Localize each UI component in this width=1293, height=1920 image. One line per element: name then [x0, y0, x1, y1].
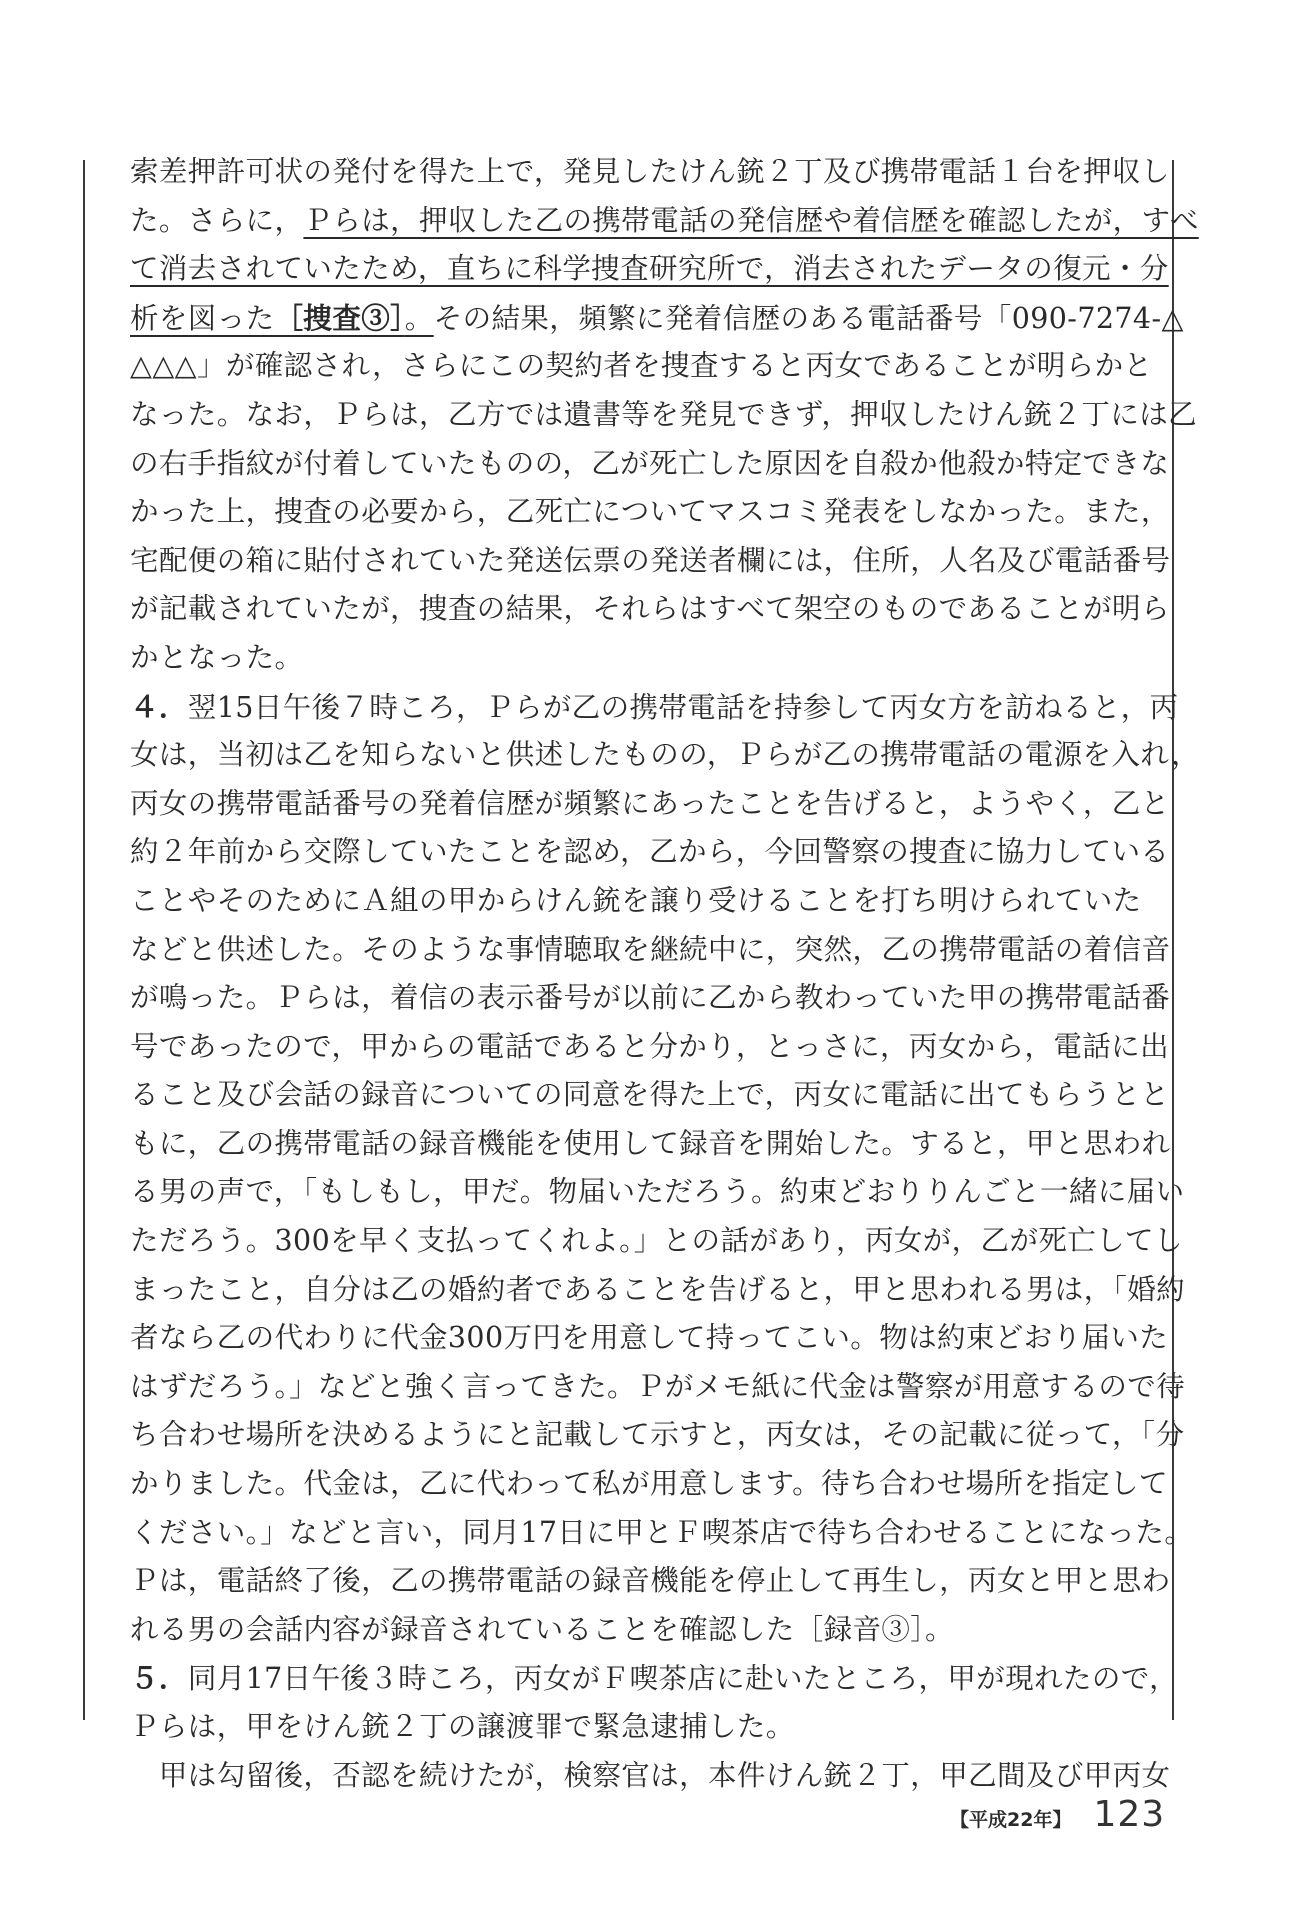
- text-line: [130, 1314, 1169, 1363]
- text-line: [130, 1363, 1186, 1412]
- text-line: [130, 1654, 1179, 1703]
- text-segment: Ｐは，電話終了後，乙の携帯電話の録音機能を停止して再生し，丙女と甲と思わ: [130, 1564, 1171, 1598]
- era-label: 【平成22年】: [950, 1809, 1072, 1831]
- text-line: [130, 1023, 1169, 1072]
- right-margin-rule: [1172, 160, 1174, 1720]
- text-segment: ことやそのためにＡ組の甲からけん銃を譲り受けることを打ち明けられていた: [130, 883, 1142, 917]
- text-segment: ただろう。300を早く支払ってくれよ。」との話があり，丙女が，乙が死亡してし: [130, 1224, 1183, 1258]
- text-segment: Ｐらは，押収した乙の携帯電話の発信歴や着信歴を確認したが，すべ: [303, 203, 1199, 237]
- page-footer: [950, 1794, 1165, 1844]
- text-segment: ４．: [130, 689, 188, 724]
- text-line: [130, 537, 1171, 586]
- text-segment: る男の声で，「もしもし，甲だ。物届いただろう。約束どおりりんごと一緒に届い: [130, 1175, 1185, 1209]
- text-segment: た。さらに，: [130, 203, 304, 237]
- text-line: [130, 148, 1170, 197]
- text-line: [130, 1606, 1150, 1655]
- text-line: [130, 1460, 1168, 1509]
- text-segment: 析を図った: [130, 301, 275, 335]
- text-line: [130, 1217, 1183, 1266]
- text-line: [130, 245, 1169, 294]
- text-segment: ください。」などと言い，同月17日に甲とＦ喫茶店で待ち合わせることになった。: [130, 1515, 1194, 1549]
- text-segment: 同月17日午後３時ころ，丙女がＦ喫茶店に赴いたところ，甲が現れたので，: [187, 1662, 1179, 1696]
- left-margin-rule: [83, 160, 85, 1720]
- text-segment: はずだろう。」などと強く言ってきた。Ｐがメモ紙に代金は警察が用意するので待: [130, 1369, 1186, 1403]
- text-segment: 。: [404, 301, 434, 335]
- text-segment: ち合わせ場所を決めるようにと記載して示すと，丙女は，その記載に従って，「分: [130, 1418, 1185, 1452]
- text-line: [130, 1168, 1185, 1217]
- text-segment: の右手指紋が付着していたものの，乙が死亡した原因を自殺か他殺か特定できな: [130, 446, 1170, 480]
- text-line: [130, 683, 1179, 732]
- text-segment: かった上，捜査の必要から，乙死亡についてマスコミ発表をしなかった。また，: [130, 495, 1170, 529]
- text-segment: △△△」が確認され，さらにこの契約者を捜査すると丙女であることが明らかと: [130, 349, 1153, 383]
- text-segment: 女は，当初は乙を知らないと供述したものの，Ｐらが乙の携帯電話の電源を入れ，: [130, 738, 1200, 772]
- page-number: 123: [1093, 1794, 1166, 1835]
- text-segment: かりました。代金は，乙に代わって私が用意します。待ち合わせ場所を指定して: [130, 1467, 1168, 1501]
- text-line: [130, 731, 1200, 780]
- text-line: [130, 1557, 1171, 1606]
- text-segment: 号であったので，甲からの電話であると分かり，とっさに，丙女から，電話に出: [130, 1029, 1169, 1063]
- text-segment: 者なら乙の代わりに代金300万円を用意して持ってこい。物は約束どおり届いた: [130, 1321, 1169, 1355]
- text-segment: かとなった。: [130, 640, 304, 674]
- text-segment: 約２年前から交際していたことを認め，乙から，今回警察の捜査に協力している: [130, 835, 1170, 869]
- text-segment: 甲は勾留後，否認を続けたが，検察官は，本件けん銃２丁，甲乙間及び甲丙女: [130, 1758, 1171, 1792]
- text-segment: 翌15日午後７時ころ，Ｐらが乙の携帯電話を持参して丙女方を訪ねると，丙: [187, 690, 1179, 724]
- text-segment: ５．: [130, 1661, 188, 1696]
- text-line: [130, 342, 1153, 391]
- text-line: [130, 1411, 1185, 1460]
- text-line: [130, 585, 1170, 634]
- body-text: [130, 148, 1200, 1800]
- text-segment: が記載されていたが，捜査の結果，それらはすべて架空のものであることが明ら: [130, 592, 1170, 626]
- text-segment: なった。なお，Ｐらは，乙方では遺書等を発見できず，押収したけん銃２丁には乙: [130, 397, 1198, 431]
- text-line: [130, 1266, 1186, 1315]
- text-segment: が鳴った。Ｐらは，着信の表示番号が以前に乙から教わっていた甲の携帯電話番: [130, 981, 1171, 1015]
- text-line: [130, 926, 1171, 975]
- text-line: [130, 488, 1170, 537]
- text-segment: れる男の会話内容が録音されていることを確認した［録音③］。: [130, 1612, 954, 1646]
- text-line: [130, 197, 1199, 246]
- text-segment: その結果，頻繁に発着信歴のある電話番号「090-7274-△: [433, 301, 1184, 335]
- text-segment: ［捜査③］: [274, 300, 405, 335]
- text-line: [130, 440, 1170, 489]
- text-segment: などと供述した。そのような事情聴取を継続中に，突然，乙の携帯電話の着信音: [130, 932, 1171, 966]
- text-line: [130, 974, 1171, 1023]
- text-line: [130, 1752, 1171, 1801]
- text-segment: まったこと，自分は乙の婚約者であることを告げると，甲と思われる男は，「婚約: [130, 1272, 1186, 1306]
- text-segment: ること及び会話の録音についての同意を得た上で，丙女に電話に出てもらうとと: [130, 1078, 1170, 1112]
- text-segment: もに，乙の携帯電話の録音機能を使用して録音を開始した。すると，甲と思われ: [130, 1126, 1171, 1160]
- text-line: [130, 634, 1150, 683]
- text-segment: て消去されていたため，直ちに科学捜査研究所で，消去されたデータの復元・分: [130, 252, 1169, 286]
- text-line: [130, 877, 1150, 926]
- text-line: [130, 828, 1170, 877]
- text-line: [130, 1120, 1171, 1169]
- text-segment: 宅配便の箱に貼付されていた発送伝票の発送者欄には，住所，人名及び電話番号: [130, 543, 1171, 577]
- text-line: [130, 1703, 1150, 1752]
- text-line: [130, 1071, 1170, 1120]
- text-line: [130, 391, 1198, 440]
- text-line: [130, 1509, 1194, 1558]
- text-line: [130, 294, 1184, 343]
- text-segment: 索差押許可状の発付を得た上で，発見したけん銃２丁及び携帯電話１台を押収し: [130, 155, 1170, 188]
- text-line: [130, 780, 1170, 829]
- text-segment: Ｐらは，甲をけん銃２丁の譲渡罪で緊急逮捕した。: [130, 1710, 795, 1743]
- text-segment: 丙女の携帯電話番号の発着信歴が頻繁にあったことを告げると，ようやく，乙と: [130, 786, 1170, 820]
